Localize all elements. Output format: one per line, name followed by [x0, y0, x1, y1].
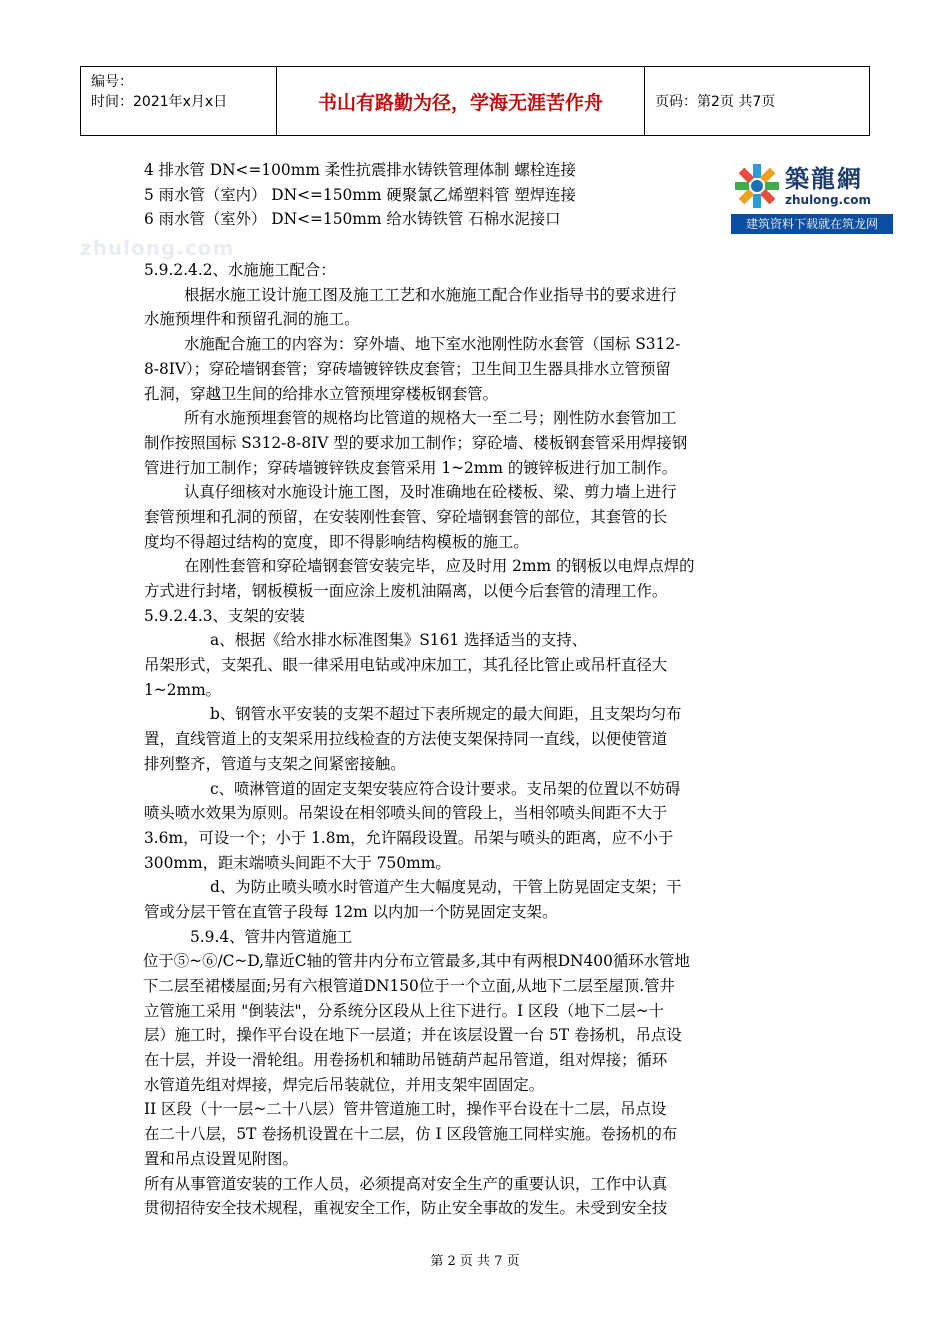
body-line: 层）施工时，操作平台设在地下一层道；并在该层设置一台 5T 卷扬机，吊点设	[144, 1026, 682, 1045]
body-line: 排列整齐，管道与支架之间紧密接触。	[144, 754, 406, 773]
body-line: 位于⑤~⑥/C~D,靠近C轴的管井内分布立管最多,其中有两根DN400循环水管地	[143, 952, 690, 971]
body-line: 贯彻招待安全技术规程，重视安全工作，防止安全事故的发生。未受到安全技	[144, 1199, 668, 1218]
body-line: 5 雨水管（室内） DN<=150mm 硬聚氯乙烯塑料管 塑焊连接	[144, 185, 576, 204]
body-line: 4 排水管 DN<=100mm 柔性抗震排水铸铁管理体制 螺栓连接	[144, 161, 576, 179]
body-line: 喷头喷水效果为原则。吊架设在相邻喷头间的管段上，当相邻喷头间距不大于	[144, 804, 668, 823]
page-footer: 第 2 页 共 7 页	[430, 1254, 520, 1269]
body-line: 在十层，并设一滑轮组。用卷扬机和辅助吊链葫芦起吊管道，组对焊接；循环	[144, 1051, 668, 1070]
body-line: 所有从事管道安装的工作人员，必须提高对安全生产的重要认识，工作中认真	[144, 1174, 668, 1193]
body-line: 下二层至裙楼屋面;另有六根管道DN150位于一个立面,从地下二层至屋顶.管井	[143, 977, 675, 995]
body-line: 置，直线管道上的支架采用拉线检查的方法使支架保持同一直线，以便使管道	[144, 730, 668, 749]
body-line: 制作按照国标 S312-8-8IV 型的要求加工制作；穿砼墙、楼板钢套管采用焊接钢	[144, 433, 688, 452]
body-line: 管进行加工制作；穿砖墙镀锌铁皮套管采用 1~2mm 的镀锌板进行加工制作。	[144, 458, 678, 477]
document-body	[144, 158, 808, 1221]
body-line: 1~2mm。	[144, 680, 222, 699]
body-line: 立管施工采用 "倒装法"，分系统分区段从上往下进行。I 区段（地下二层~十	[144, 1001, 665, 1020]
body-line: 8-8IV）；穿砼墙钢套管；穿砖墙镀锌铁皮套管；卫生间卫生器具排水立管预留	[144, 359, 671, 378]
header-meta	[81, 67, 277, 135]
body-line: 管或分层干管在直管子段每 12m 以内加一个防晃固定支架。	[144, 902, 558, 921]
section-heading: 5.9.2.4.3、支架的安装	[144, 606, 305, 625]
body-line: II 区段（十一层~二十八层）管井管道施工时，操作平台设在十二层，吊点设	[144, 1100, 667, 1119]
body-line: 300mm，距末端喷头间距不大于 750mm。	[144, 853, 451, 872]
body-line: 在刚性套管和穿砼墙钢套管安装完毕，应及时用 2mm 的钢板以电焊点焊的	[184, 557, 695, 576]
document-number-label: 编号：	[91, 74, 133, 90]
body-line: 6 雨水管（室外） DN<=150mm 给水铸铁管 石棉水泥接口	[144, 210, 561, 229]
document-date: 时间：2021年x月x日	[91, 94, 228, 110]
body-line: 度均不得超过结构的宽度，即不得影响结构模板的施工。	[144, 532, 529, 551]
body-line: 3.6m，可设一个；小于 1.8m，允许隔段设置。吊架与喷头的距离，应不小于	[144, 828, 674, 847]
body-line: d、为防止喷头喷水时管道产生大幅度晃动，干管上防晃固定支架；干	[210, 878, 682, 897]
header-page-number: 页码：第2页 共7页	[655, 94, 776, 110]
body-line: 方式进行封堵，钢板模板一面应涂上废机油隔离，以便今后套管的清理工作。	[144, 582, 668, 600]
header-motto: 书山有路勤为径，学海无涯苦作舟	[277, 67, 645, 135]
header-table	[80, 66, 870, 136]
body-line: 孔洞，穿越卫生间的给排水立管预埋穿楼板钢套管。	[144, 384, 498, 403]
body-line: 水管道先组对焊接，焊完后吊装就位，并用支架牢固固定。	[144, 1075, 545, 1094]
logo-tagline: 建筑资料下载就在筑龙网	[731, 214, 893, 234]
body-line: 根据水施工设计施工图及施工工艺和水施施工配合作业指导书的要求进行	[184, 285, 677, 304]
watermark: zhulong.com	[80, 236, 235, 260]
body-line: 吊架形式，支架孔、眼一律采用电钻或冲床加工，其孔径比管止或吊杆直径大	[144, 656, 668, 675]
body-line: 认真仔细核对水施设计施工图，及时准确地在砼楼板、梁、剪力墙上进行	[184, 483, 677, 502]
body-line: 水施配合施工的内容为：穿外墙、地下室水池刚性防水套管（国标 S312-	[184, 335, 681, 354]
section-heading: 5.9.4、管井内管道施工	[190, 927, 353, 946]
body-line: 水施预埋件和预留孔洞的施工。	[144, 310, 360, 329]
body-line: 所有水施预埋套管的规格均比管道的规格大一至二号；刚性防水套管加工	[184, 409, 677, 428]
logo-url: zhulong.com	[785, 193, 871, 207]
body-line: c、喷淋管道的固定支架安装应符合设计要求。支吊架的位置以不妨碍	[210, 779, 681, 798]
body-line: 套管预埋和孔洞的预留，在安装刚性套管、穿砼墙钢套管的部位，其套管的长	[144, 507, 668, 526]
body-line: b、钢管水平安装的支架不超过下表所规定的最大间距，且支架均匀布	[210, 705, 682, 724]
logo-brand: 築龍網	[785, 164, 863, 193]
body-line: 在二十八层，5T 卷扬机设置在十二层，仿 I 区段管施工同样实施。卷扬机的布	[144, 1125, 678, 1144]
section-heading: 5.9.2.4.2、水施施工配合：	[144, 261, 336, 280]
body-line: 置和吊点设置见附图。	[144, 1149, 298, 1168]
body-line: a、根据《给水排水标准图集》S161 选择适当的支持、	[210, 631, 588, 650]
